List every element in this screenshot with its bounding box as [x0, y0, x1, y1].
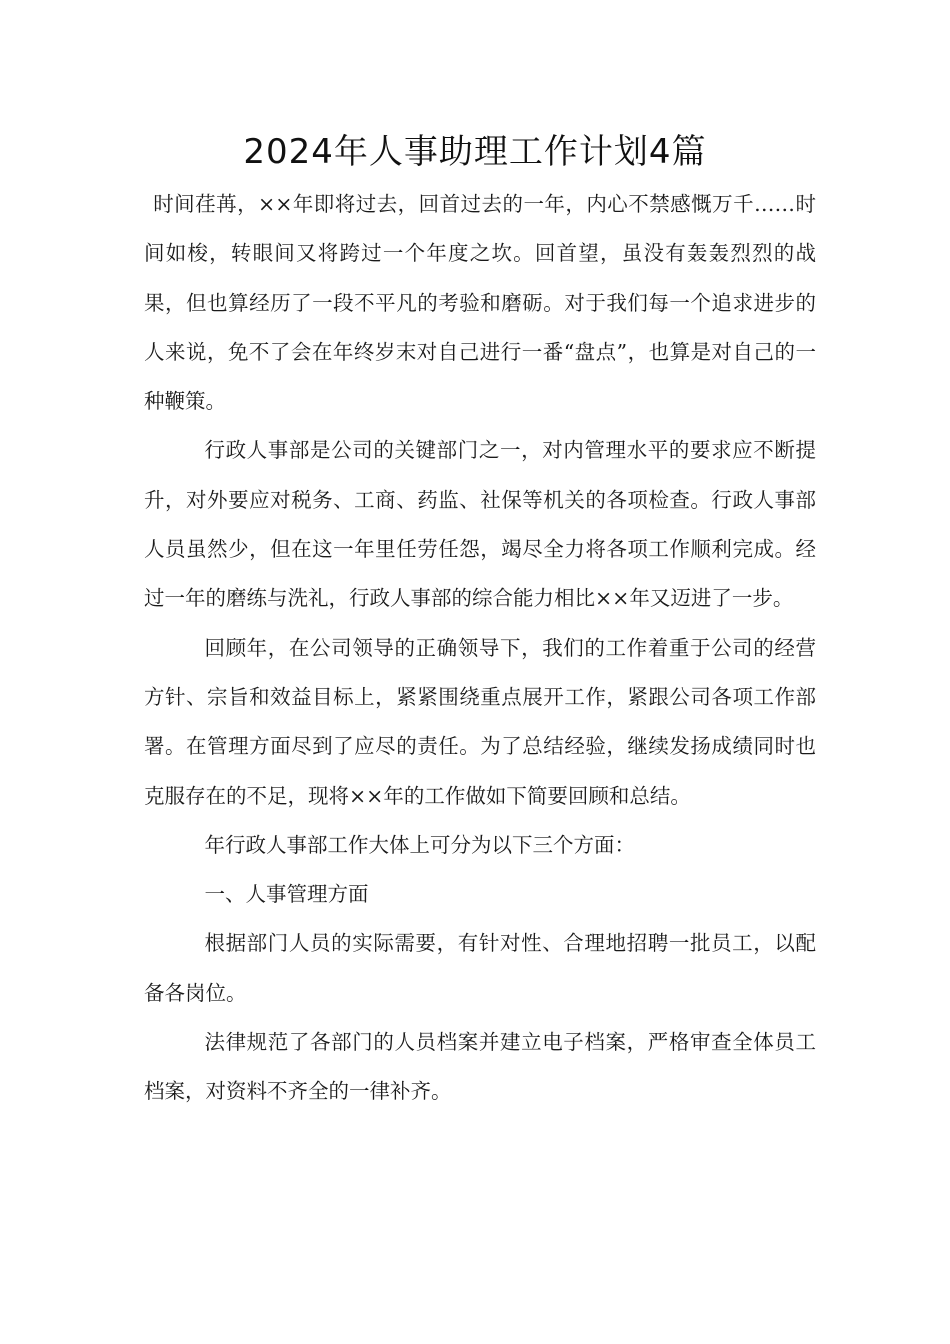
paragraph-overview: 年行政人事部工作大体上可分为以下三个方面： [204, 832, 635, 857]
paragraph-review: 回顾年，在公司领导的正确领导下，我们的工作着重于公司的经营方针、宗旨和效益目标上，紧紧围绕重点展开工作，紧跟公司各项工作部署。在管理方面尽到了应尽的责任。为了总结经验，继续发扬成绩同时也克服存在的不足，现将××年的工作做如下简要回顾和总结。 [144, 635, 816, 808]
paragraph-department: 行政人事部是公司的关键部门之一，对内管理水平的要求应不断提升，对外要应对税务、工商、药监、社保等机关的各项检查。行政人事部人员虽然少，但在这一年里任劳任怨，竭尽全力将各项工作顺利完成。经过一年的磨练与洗礼，行政人事部的综合能力相比××年又迈进了一步。 [144, 438, 816, 611]
paragraph-recruitment: 根据部门人员的实际需要，有针对性、合理地招聘一批员工，以配备各岗位。 [144, 931, 816, 1005]
paragraph-archives: 法律规范了各部门的人员档案并建立电子档案，严格审查全体员工档案，对资料不齐全的一律补齐。 [144, 1030, 816, 1104]
document-title: 2024年人事助理工作计划4篇 [243, 132, 707, 172]
paragraph-intro: 时间荏苒，××年即将过去，回首过去的一年，内心不禁感慨万千……时间如梭，转眼间又将跨过一个年度之坎。回首望，虽没有轰轰烈烈的战果，但也算经历了一段不平凡的考验和磨砺。对于我们每一个追求进步的人来说，免不了会在年终岁末对自己进行一番“盘点”，也算是对自己的一种鞭策。 [144, 192, 816, 414]
section-heading-personnel: 一、人事管理方面 [204, 882, 369, 907]
document-body [144, 180, 816, 1117]
